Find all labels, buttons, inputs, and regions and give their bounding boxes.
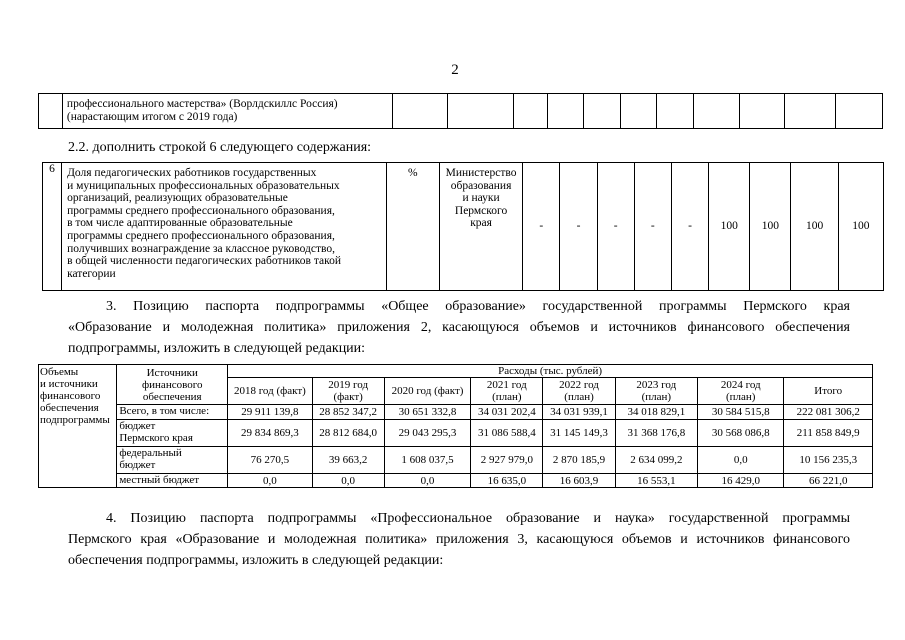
paragraph-4 — [68, 508, 850, 571]
value-cell: 16 603,9 — [543, 474, 615, 488]
table-cell — [693, 94, 740, 129]
value-cell: 222 081 306,2 — [784, 405, 873, 420]
paragraph-line: подпрограммы, изложить в следующей редакции: — [68, 341, 366, 356]
value-cell: 34 031 202,4 — [471, 405, 543, 420]
value-cell: 16 553,1 — [615, 474, 697, 488]
table-cell — [547, 94, 583, 129]
year-header — [471, 378, 543, 405]
section-label-line: обеспечения — [40, 402, 99, 414]
table-cell — [39, 94, 63, 129]
table-row — [39, 474, 873, 488]
value-cell: 0,0 — [312, 474, 384, 488]
section-label-line: и источники — [40, 378, 98, 390]
source-label — [117, 474, 228, 488]
value-cell: 211 858 849,9 — [784, 420, 873, 447]
total-header — [784, 378, 873, 405]
header-line: 2019 год — [328, 379, 369, 391]
ministry-line: образования — [450, 179, 512, 192]
table-cell — [785, 94, 836, 129]
value-cell: 0,0 — [228, 474, 312, 488]
ministry-cell — [439, 163, 522, 291]
value-cell: 100 — [750, 163, 791, 291]
financing-table — [38, 364, 873, 488]
header-line: Итого — [814, 385, 843, 397]
value-cell: 100 — [838, 163, 883, 291]
indicator-name-line: Доля педагогических работников государственных — [67, 167, 317, 179]
header-line: (план) — [492, 391, 522, 403]
ministry-line: края — [470, 217, 492, 230]
year-header — [384, 378, 470, 405]
source-label — [117, 420, 228, 447]
value-cell: 29 834 869,3 — [228, 420, 312, 447]
table-cell — [620, 94, 656, 129]
paragraph-line: 4. Позицию паспорта подпрограммы «Профессиональное образование и наука» государственной программы — [106, 511, 850, 526]
value-cell: - — [634, 163, 671, 291]
indicator-name-line: профессионального мастерства» (Ворлдскиллс Россия) — [66, 98, 338, 110]
sources-header — [117, 365, 228, 405]
value-cell: 1 608 037,5 — [384, 447, 470, 474]
source-label — [117, 447, 228, 474]
header-line: 2022 год — [559, 379, 599, 391]
value-cell: 2 870 185,9 — [543, 447, 615, 474]
value-cell: 30 651 332,8 — [384, 405, 470, 420]
value-cell: - — [597, 163, 634, 291]
ministry-line: и науки — [462, 192, 500, 205]
year-header — [228, 378, 312, 405]
value-cell: 28 812 684,0 — [312, 420, 384, 447]
value-cell: 31 145 149,3 — [543, 420, 615, 447]
paragraph-line: 3. Позицию паспорта подпрограммы «Общее образование» государственной программы Пермского края — [106, 299, 850, 314]
indicator-name-line: получивших вознаграждение за классное руководство, — [67, 242, 335, 255]
paragraph-line: обеспечения подпрограммы, изложить в следующей редакции: — [68, 553, 444, 568]
page-number: 2 — [451, 62, 459, 78]
label-line: Пермского края — [119, 432, 193, 444]
label-line: Всего, в том числе: — [119, 405, 210, 417]
paragraph-line: «Образование и молодежная политика» приложения 2, касающуюся объемов и источников финансового обеспечения — [68, 320, 850, 335]
label-line: федеральный — [119, 447, 182, 459]
value-cell: 29 043 295,3 — [384, 420, 470, 447]
year-header — [312, 378, 384, 405]
header-line: (план) — [564, 391, 594, 403]
value-cell: 30 584 515,8 — [698, 405, 784, 420]
ministry-line: Министерство — [445, 167, 517, 179]
year-header — [543, 378, 615, 405]
indicator-name-line: категории — [67, 267, 116, 280]
header-line: 2021 год — [486, 379, 527, 391]
section-2-2-heading: 2.2. дополнить строкой 6 следующего содержания: — [68, 140, 372, 155]
value-cell: 100 — [709, 163, 750, 291]
indicator-name-line: (нарастающим итогом с 2019 года) — [66, 111, 238, 123]
year-header — [615, 378, 697, 405]
row-number: 6 — [43, 163, 62, 291]
value-cell: 29 911 139,8 — [228, 405, 312, 420]
header-line: обеспечения — [142, 390, 202, 403]
indicator-name-line: программы среднего профессионального образования, — [67, 229, 335, 242]
header-line: Источники — [146, 366, 198, 379]
indicator-name-line: и муниципальных профессиональных образовательных — [67, 179, 340, 192]
value-cell: 16 429,0 — [698, 474, 784, 488]
table-cell — [740, 94, 785, 129]
header-line: (план) — [725, 391, 756, 403]
section-label-line: финансового — [40, 390, 101, 402]
value-cell: 2 634 099,2 — [615, 447, 697, 474]
paragraph-line: Пермского края «Образование и молодежная политика» приложения 3, касающуюся объемов и источников финансового — [68, 532, 850, 547]
section-label-line: Объемы — [40, 366, 79, 378]
header-line: (план) — [641, 391, 672, 403]
header-line: 2023 год — [636, 379, 677, 391]
header-line: 2024 год — [720, 379, 761, 391]
table-cell — [657, 94, 693, 129]
table-cell — [584, 94, 620, 129]
indicator-name-cell — [62, 163, 387, 291]
value-cell: 100 — [791, 163, 838, 291]
table-cell — [836, 94, 883, 129]
label-line: местный бюджет — [119, 474, 200, 486]
section-label-line: подпрограммы — [40, 414, 110, 426]
year-header — [698, 378, 784, 405]
indicator-name-line: программы среднего профессионального образования, — [67, 204, 335, 217]
value-cell: 30 568 086,8 — [698, 420, 784, 447]
table-cell — [392, 94, 447, 129]
header-line: 2020 год (факт) — [391, 385, 464, 397]
header-line: 2018 год (факт) — [233, 385, 306, 397]
ministry-line: Пермского — [454, 204, 508, 217]
unit-cell: % — [386, 163, 439, 291]
value-cell: 10 156 235,3 — [784, 447, 873, 474]
label-line: бюджет — [119, 459, 156, 471]
header-line: (факт) — [333, 391, 363, 403]
expenses-header: Расходы (тыс. рублей) — [228, 365, 873, 378]
table-cell — [447, 94, 513, 129]
indicator-table-continuation — [38, 93, 883, 129]
table-row — [39, 420, 873, 447]
table-cell — [513, 94, 547, 129]
indicator-name-line: организаций, реализующих образовательные — [67, 192, 288, 205]
header-line: финансового — [142, 378, 203, 391]
value-cell: 39 663,2 — [312, 447, 384, 474]
paragraph-3 — [68, 296, 850, 359]
value-cell: 0,0 — [698, 447, 784, 474]
label-line: бюджет — [119, 420, 156, 432]
value-cell: 16 635,0 — [471, 474, 543, 488]
value-cell: 34 031 939,1 — [543, 405, 615, 420]
table-row — [39, 447, 873, 474]
section-label-cell — [39, 365, 117, 488]
value-cell: - — [671, 163, 708, 291]
value-cell: 0,0 — [384, 474, 470, 488]
value-cell: 2 927 979,0 — [471, 447, 543, 474]
value-cell: 76 270,5 — [228, 447, 312, 474]
indicator-name-line: в том числе адаптированные образовательные — [67, 217, 293, 230]
table-row — [39, 405, 873, 420]
indicator-table-row6 — [42, 162, 884, 291]
value-cell: 34 018 829,1 — [615, 405, 697, 420]
indicator-name-cell — [62, 94, 392, 129]
value-cell: - — [523, 163, 560, 291]
indicator-name-line: в общей численности педагогических работников такой — [67, 255, 341, 268]
value-cell: 31 086 588,4 — [471, 420, 543, 447]
source-label — [117, 405, 228, 420]
value-cell: 31 368 176,8 — [615, 420, 697, 447]
value-cell: 28 852 347,2 — [312, 405, 384, 420]
value-cell: - — [560, 163, 597, 291]
value-cell: 66 221,0 — [784, 474, 873, 488]
